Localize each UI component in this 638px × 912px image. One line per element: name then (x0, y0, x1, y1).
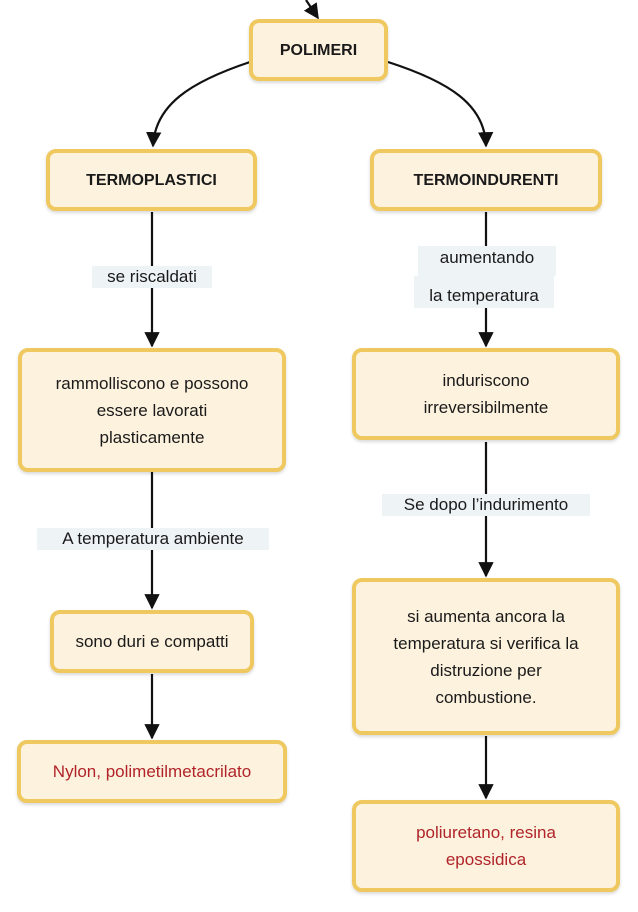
node-rammolliscono-text: rammolliscono e possono essere lavorati plasticamente (55, 373, 249, 447)
node-termoindurenti-text: TERMOINDURENTI (413, 171, 559, 189)
node-sono-duri (50, 610, 254, 673)
label-se-dopo-lindurimento: Se dopo l’indurimento (382, 494, 590, 516)
arrow-root-to-termoindurenti (388, 62, 486, 146)
node-sono-duri-text: sono duri e compatti (75, 632, 229, 651)
node-si-aumenta (352, 578, 620, 735)
node-termoindurenti (370, 149, 602, 211)
node-poliuretano (352, 800, 620, 892)
node-nylon (17, 740, 287, 803)
node-induriscono-text: induriscono irreversibilmente (423, 371, 549, 417)
node-termoplastici-text: TERMOPLASTICI (86, 171, 217, 189)
node-induriscono (352, 348, 620, 440)
arrow-into-root (306, 0, 318, 18)
label-aumentando: aumentando (418, 246, 556, 276)
node-termoplastici (46, 149, 257, 211)
node-poliuretano-text: poliuretano, resina epossidica (416, 823, 556, 869)
label-se-riscaldati: se riscaldati (92, 266, 212, 288)
node-si-aumenta-text: si aumenta ancora la temperatura si verifica la distruzione per combustione. (393, 606, 579, 707)
label-a-temperatura-ambiente: A temperatura ambiente (37, 528, 269, 550)
node-polimeri (249, 19, 388, 81)
arrow-root-to-termoplastici (153, 62, 250, 146)
node-polimeri-text: POLIMERI (279, 41, 358, 59)
node-nylon-text: Nylon, polimetilmetacrilato (52, 762, 252, 781)
label-la-temperatura: la temperatura (414, 276, 554, 308)
node-rammolliscono (18, 348, 286, 472)
